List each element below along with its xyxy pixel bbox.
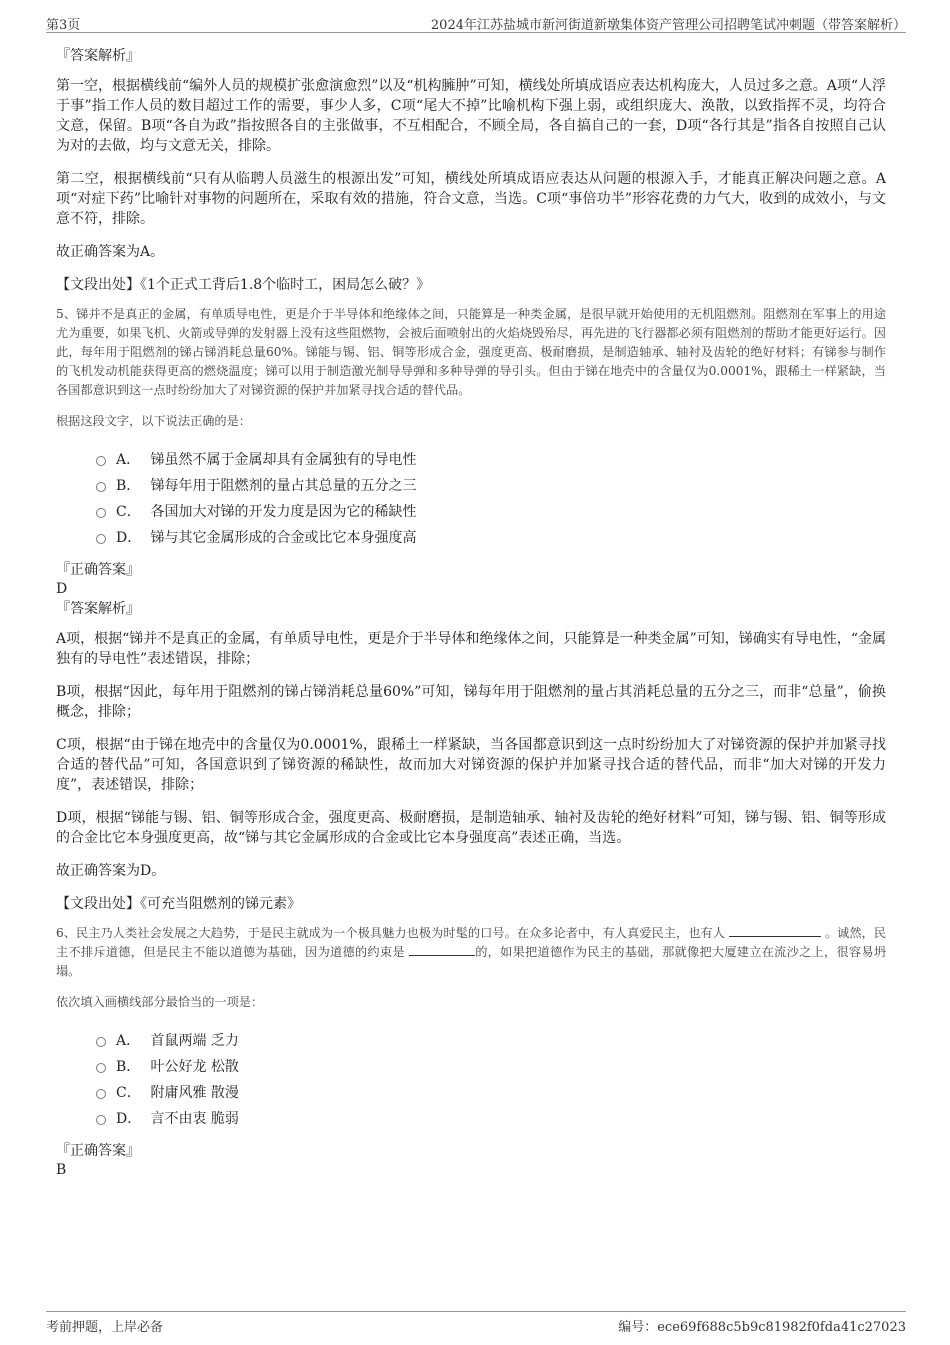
radio-icon[interactable]: [96, 1115, 106, 1125]
option-text: 叶公好龙 松散: [150, 1059, 239, 1075]
question-text-part: 。诚然，民主不排斥道德，但是民主不能以道德为基础，因为道德的约束是: [56, 926, 887, 959]
option-letter: D．: [116, 1111, 142, 1127]
radio-icon[interactable]: [96, 1037, 106, 1047]
option-d[interactable]: [96, 527, 886, 553]
radio-icon[interactable]: [96, 508, 106, 518]
radio-icon[interactable]: [96, 1089, 106, 1099]
option-b[interactable]: [96, 1056, 886, 1082]
question-prompt: 依次填入画横线部分最恰当的一项是：: [56, 995, 264, 1009]
document-title: 2024年江苏盐城市新河街道新墩集体资产管理公司招聘笔试冲刺题（带答案解析）: [430, 18, 906, 33]
explain-paragraph: C项，根据“由于锑在地壳中的含量仅为0.0001%，跟稀土一样紧缺，当各国都意识到这一点时纷纷加大了对锑资源的保护并加紧寻找合适的替代品”可知，各国意识到了锑资源的稀缺性，故而加大对锑资源的保护并加紧寻找合适的替代品，而非“加大对锑的开发力度”，表述错误，排除；: [56, 737, 886, 793]
option-text: 言不由衷 脆弱: [150, 1111, 239, 1127]
explain-conclusion: 故正确答案为A。: [56, 244, 165, 260]
fill-blank-1: [729, 924, 821, 937]
source-citation: 【文段出处】《1个正式工背后1.8个临时工，困局怎么破？》: [56, 277, 431, 293]
option-letter: A．: [116, 1033, 141, 1049]
option-letter: C．: [116, 1085, 141, 1101]
answer-tag: 『正确答案』: [56, 1143, 140, 1159]
option-text: 各国加大对锑的开发力度是因为它的稀缺性: [150, 504, 417, 520]
radio-icon[interactable]: [96, 482, 106, 492]
question-text-part: 的，如果把道德作为民主的基础，那就像把大厦建立在流沙之上，很容易坍塌。: [56, 945, 887, 978]
option-text: 锑虽然不属于金属却具有金属独有的导电性: [150, 452, 417, 468]
fill-blank-2: [409, 943, 475, 956]
option-text: 附庸风雅 散漫: [150, 1085, 239, 1101]
question-text: [56, 924, 886, 981]
option-list: [96, 1030, 886, 1134]
page-header: [46, 14, 906, 33]
question-text: 5、锑并不是真正的金属，有单质导电性，更是介于半导体和绝缘体之间，只能算是一种类金属，是很早就开始使用的无机阻燃剂。阻燃剂在军事上的用途尤为重要，如果飞机、火箭或导弹的发射器上没有这些阻燃物，会被后面喷射出的火焰烧毁殆尽，再先进的飞行器都必须有阻燃剂的帮助才能更好运行。因此，每年用于阻燃剂的锑占锑消耗总量60%。锑能与锡、铝、铜等形成合金，强度更高、极耐磨损，是制造轴承、轴衬及齿轮的绝好材料；有锑参与制作的飞机发动机能获得更高的燃烧温度；锑可以用于制造激光制导导弹和多种导弹的导引头。但由于锑在地壳中的含量仅为0.0001%，跟稀土一样紧缺，当各国都意识到这一点时纷纷加大了对锑资源的保护并加紧寻找合适的替代品。: [56, 307, 886, 397]
option-text: 首鼠两端 乏力: [150, 1033, 239, 1049]
option-letter: B．: [116, 1059, 141, 1075]
option-c[interactable]: [96, 501, 886, 527]
explain-tag: 『答案解析』: [56, 48, 140, 64]
option-letter: C．: [116, 504, 141, 520]
option-letter: D．: [116, 530, 142, 546]
option-letter: A．: [116, 452, 141, 468]
radio-icon[interactable]: [96, 1063, 106, 1073]
radio-icon[interactable]: [96, 534, 106, 544]
page-footer: [46, 1311, 906, 1335]
correct-answer: D: [56, 581, 68, 597]
correct-answer: B: [56, 1162, 67, 1178]
question-text-part: 6、民主乃人类社会发展之大趋势，于是民主就成为一个极具魅力也极为时髦的口号。在众多论者中，有人真爱民主，也有人: [56, 926, 725, 940]
option-text: 锑与其它金属形成的合金或比它本身强度高: [150, 530, 417, 546]
option-a[interactable]: [96, 449, 886, 475]
question-6: [56, 924, 886, 1180]
explain-paragraph: 第一空，根据横线前“编外人员的规模扩张愈演愈烈”以及“机构臃肿”可知，横线处所填成语应表达机构庞大，人员过多之意。A项“人浮于事”指工作人员的数目超过工作的需要，事少人多，C项“尾大不掉”比喻机构下强上弱，或组织庞大、涣散，以致指挥不灵，均符合文意，保留。B项“各自为政”指按照各自的主张做事，不互相配合，不顾全局，各自搞自己的一套，D项“各行其是”指各自按照自己认为对的去做，均与文意无关，排除。: [56, 78, 886, 154]
answer-tag: 『正确答案』: [56, 562, 140, 578]
question-prompt: 根据这段文字，以下说法正确的是：: [56, 414, 251, 428]
q4-explanation: [56, 46, 886, 295]
page-content: [56, 46, 886, 1180]
option-letter: B．: [116, 478, 141, 494]
explain-tag: 『答案解析』: [56, 601, 140, 617]
question-5: [56, 305, 886, 914]
option-c[interactable]: [96, 1082, 886, 1108]
document-code: 编号：ece69f688c5b9c81982f0fda41c27023: [618, 1320, 906, 1335]
explain-paragraph: A项，根据“锑并不是真正的金属，有单质导电性，更是介于半导体和绝缘体之间，只能算是一种类金属”可知，锑确实有导电性，“金属独有的导电性”表述错误，排除；: [56, 631, 886, 667]
radio-icon[interactable]: [96, 456, 106, 466]
explain-paragraph: 第二空，根据横线前“只有从临聘人员滋生的根源出发”可知，横线处所填成语应表达从问题的根源入手，才能真正解决问题之意。A项“对症下药”比喻针对事物的问题所在，采取有效的措施，符合文意，当选。C项“事倍功半”形容花费的力气大，收到的成效小，与文意不符，排除。: [56, 171, 886, 227]
explain-paragraph: B项，根据“因此，每年用于阻燃剂的锑占锑消耗总量60%”可知，锑每年用于阻燃剂的量占其消耗总量的五分之三，而非“总量”，偷换概念，排除；: [56, 684, 886, 720]
option-d[interactable]: [96, 1108, 886, 1134]
footer-slogan: 考前押题，上岸必备: [46, 1320, 164, 1335]
option-list: [96, 449, 886, 553]
page-number: 第3页: [46, 18, 81, 33]
option-a[interactable]: [96, 1030, 886, 1056]
explain-conclusion: 故正确答案为D。: [56, 863, 166, 879]
option-b[interactable]: [96, 475, 886, 501]
explain-paragraph: D项，根据“锑能与锡、铝、铜等形成合金，强度更高、极耐磨损，是制造轴承、轴衬及齿轮的绝好材料”可知，锑与锡、铝、铜等形成的合金比它本身强度更高，故“锑与其它金属形成的合金或比它本身强度高”表述正确，当选。: [56, 810, 886, 846]
source-citation: 【文段出处】《可充当阻燃剂的锑元素》: [56, 896, 301, 912]
option-text: 锑每年用于阻燃剂的量占其总量的五分之三: [150, 478, 417, 494]
